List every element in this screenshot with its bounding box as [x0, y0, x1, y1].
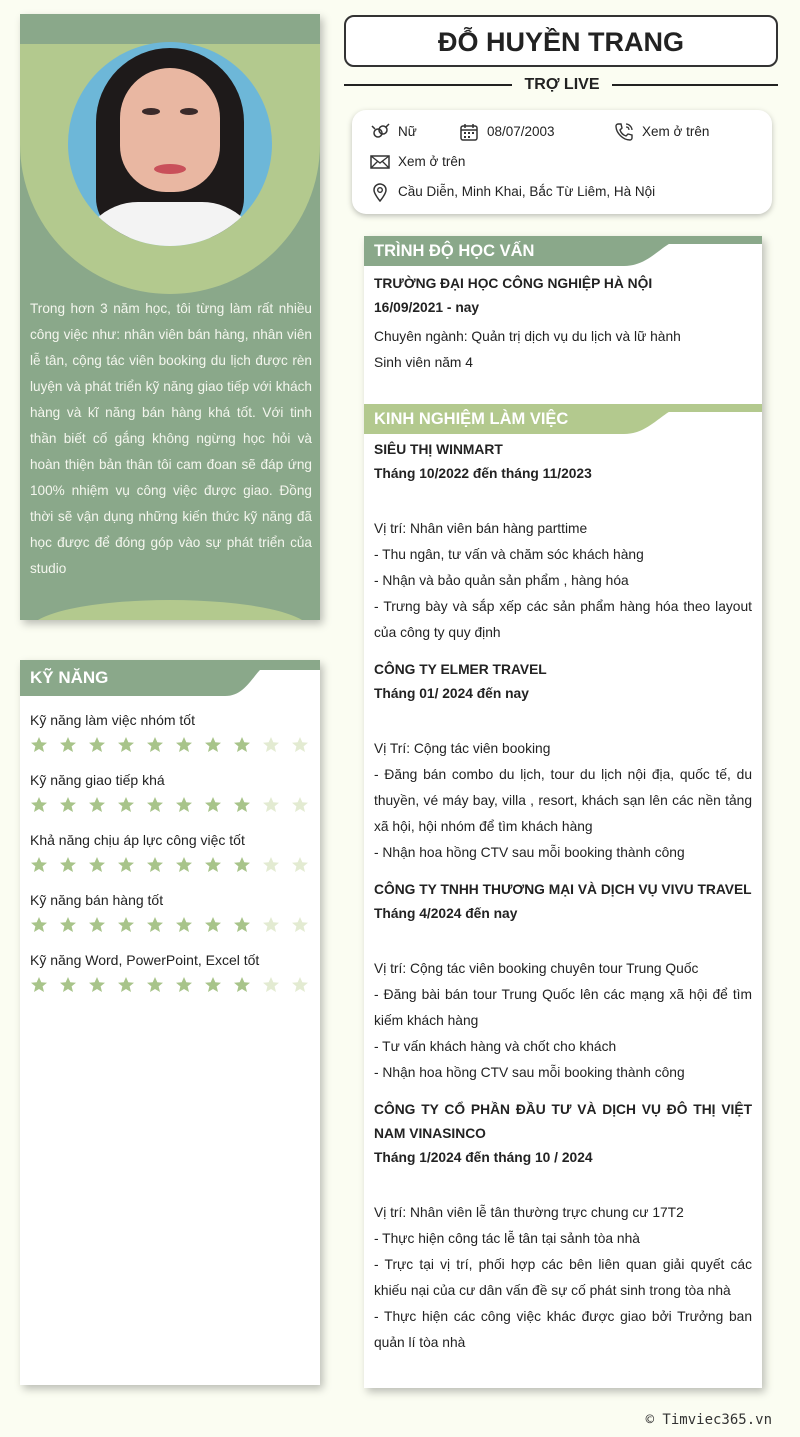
skill-item	[20, 952, 320, 996]
star-filled-icon	[59, 916, 77, 934]
phone-icon	[614, 122, 634, 142]
phone-row	[614, 121, 709, 143]
location-pin-icon	[370, 182, 390, 202]
main-panel	[364, 236, 762, 1388]
star-filled-icon	[88, 916, 106, 934]
star-filled-icon	[117, 976, 135, 994]
job-duty: - Trực tại vị trí, phối hợp các bên liên quan giải quyết các khiếu nại của cư dân vấn đề sự cố phát sinh trong tòa nhà	[374, 1257, 752, 1298]
calendar-icon	[459, 122, 479, 142]
star-empty-icon	[291, 796, 309, 814]
star-filled-icon	[59, 796, 77, 814]
education-year: Sinh viên năm 4	[374, 355, 473, 370]
job-entry	[374, 438, 752, 646]
star-filled-icon	[30, 796, 48, 814]
skills-heading: KỸ NĂNG	[30, 668, 109, 687]
star-filled-icon	[204, 976, 222, 994]
star-filled-icon	[204, 736, 222, 754]
job-company: CÔNG TY TNHH THƯƠNG MẠI VÀ DỊCH VỤ VIVU TRAVEL	[374, 882, 752, 897]
candidate-name: ĐỖ HUYỀN TRANG	[344, 15, 778, 67]
star-filled-icon	[30, 856, 48, 874]
star-filled-icon	[88, 796, 106, 814]
skill-name: Khả năng chịu áp lực công việc tốt	[30, 832, 245, 848]
star-empty-icon	[262, 796, 280, 814]
star-filled-icon	[88, 976, 106, 994]
star-empty-icon	[262, 736, 280, 754]
email-value: Xem ở trên	[398, 154, 466, 169]
star-filled-icon	[59, 856, 77, 874]
star-filled-icon	[30, 916, 48, 934]
star-filled-icon	[204, 856, 222, 874]
education-section	[364, 236, 762, 376]
job-position: Vị trí: Nhân viên lễ tân thường trực chung cư 17T2	[374, 1205, 684, 1220]
star-filled-icon	[204, 916, 222, 934]
job-duty: - Thu ngân, tư vấn và chăm sóc khách hàng	[374, 547, 644, 562]
education-period: 16/09/2021 - nay	[374, 300, 480, 315]
star-filled-icon	[117, 856, 135, 874]
star-filled-icon	[175, 736, 193, 754]
profile-panel	[20, 14, 320, 620]
job-duty: - Thực hiện các công việc khác được giao bởi Trưởng ban quản lí tòa nhà	[374, 1309, 752, 1350]
skill-rating	[30, 736, 310, 756]
skill-rating	[30, 916, 310, 936]
birthday-value: 08/07/2003	[487, 124, 555, 139]
job-duty: - Đăng bán combo du lịch, tour du lịch nội địa, quốc tế, du thuyền, vé máy bay, villa , resort, khách sạn lên các nền tảng xã hội, hội nhóm để tìm khách hàng	[374, 767, 752, 834]
skill-item	[20, 712, 320, 756]
email-icon	[370, 152, 390, 172]
job-duty: - Thực hiện công tác lễ tân tại sảnh tòa nhà	[374, 1231, 640, 1246]
job-duty: - Nhận hoa hồng CTV sau mỗi booking thành công	[374, 1065, 685, 1080]
star-filled-icon	[117, 916, 135, 934]
skill-name: Kỹ năng bán hàng tốt	[30, 892, 164, 908]
star-empty-icon	[291, 916, 309, 934]
skill-item	[20, 892, 320, 936]
footer-credit: © Timviec365.vn	[645, 1412, 772, 1428]
job-title: TRỢ LIVE	[512, 74, 612, 96]
star-filled-icon	[233, 856, 251, 874]
star-filled-icon	[175, 976, 193, 994]
experience-section	[364, 404, 762, 1356]
job-duty: - Trưng bày và sắp xếp các sản phẩm hàng hóa theo layout của công ty quy định	[374, 599, 752, 640]
experience-heading: KINH NGHIỆM LÀM VIỆC	[374, 410, 569, 428]
job-entry	[374, 658, 752, 866]
job-period: Tháng 01/ 2024 đến nay	[374, 686, 529, 701]
star-filled-icon	[146, 976, 164, 994]
bottom-wave	[30, 600, 310, 620]
star-filled-icon	[117, 796, 135, 814]
job-duty: - Nhận và bảo quản sản phẩm , hàng hóa	[374, 573, 629, 588]
job-company: SIÊU THỊ WINMART	[374, 442, 503, 457]
skill-rating	[30, 856, 310, 876]
star-filled-icon	[146, 916, 164, 934]
skill-item	[20, 772, 320, 816]
star-filled-icon	[146, 736, 164, 754]
skill-item	[20, 832, 320, 876]
phone-value: Xem ở trên	[642, 124, 710, 139]
job-duty: - Nhận hoa hồng CTV sau mỗi booking thành công	[374, 845, 685, 860]
gender-value: Nữ	[398, 124, 417, 139]
star-filled-icon	[59, 976, 77, 994]
education-heading: TRÌNH ĐỘ HỌC VẤN	[374, 242, 535, 260]
star-filled-icon	[175, 856, 193, 874]
skill-name: Kỹ năng Word, PowerPoint, Excel tốt	[30, 952, 260, 968]
job-entry	[374, 1098, 752, 1356]
star-filled-icon	[30, 736, 48, 754]
star-filled-icon	[175, 916, 193, 934]
star-filled-icon	[146, 856, 164, 874]
star-filled-icon	[233, 736, 251, 754]
star-filled-icon	[146, 796, 164, 814]
job-period: Tháng 1/2024 đến tháng 10 / 2024	[374, 1150, 593, 1165]
star-filled-icon	[117, 736, 135, 754]
avatar	[68, 42, 272, 246]
job-duty: - Đăng bài bán tour Trung Quốc lên các mạng xã hội để tìm kiếm khách hàng	[374, 987, 752, 1028]
star-filled-icon	[30, 976, 48, 994]
job-position: Vị trí: Nhân viên bán hàng parttime	[374, 521, 588, 536]
summary-text: Trong hơn 3 năm học, tôi từng làm rất nhiều công việc như: nhân viên bán hàng, nhân viên lễ tân, cộng tác viên booking du lịch được rèn luyện và phát triển kỹ năng giao tiếp với khách hàng và kĩ năng bán hàng khá tốt. Với tinh thần biết cố gắng không ngừng học hỏi và hoàn thiện bản thân tôi cam đoan sẽ đáp ứng 100% nhiệm vụ công việc được giao. Đồng thời sẽ vận dụng những kiến thức kỹ năng đã học được để đóng góp vào sự phát triển của studio	[30, 301, 312, 576]
address-value: Cầu Diễn, Minh Khai, Bắc Từ Liêm, Hà Nội	[398, 184, 656, 199]
star-empty-icon	[262, 916, 280, 934]
star-empty-icon	[262, 976, 280, 994]
star-empty-icon	[291, 856, 309, 874]
gender-icon	[370, 122, 390, 142]
job-entry	[374, 878, 752, 1086]
star-empty-icon	[262, 856, 280, 874]
job-duty: - Tư vấn khách hàng và chốt cho khách	[374, 1039, 617, 1054]
skill-rating	[30, 796, 310, 816]
star-empty-icon	[291, 736, 309, 754]
star-filled-icon	[88, 856, 106, 874]
job-period: Tháng 10/2022 đến tháng 11/2023	[374, 466, 592, 481]
skill-rating	[30, 976, 310, 996]
job-company: CÔNG TY ELMER TRAVEL	[374, 662, 547, 677]
skill-name: Kỹ năng giao tiếp khá	[30, 772, 165, 788]
star-filled-icon	[233, 796, 251, 814]
star-empty-icon	[291, 976, 309, 994]
star-filled-icon	[233, 916, 251, 934]
job-position: Vị trí: Cộng tác viên booking chuyên tour Trung Quốc	[374, 961, 699, 976]
skills-section	[20, 660, 320, 1385]
star-filled-icon	[59, 736, 77, 754]
job-position: Vị Trí: Cộng tác viên booking	[374, 741, 551, 756]
skill-name: Kỹ năng làm việc nhóm tốt	[30, 712, 195, 728]
school-name: TRƯỜNG ĐẠI HỌC CÔNG NGHIỆP HÀ NỘI	[374, 276, 653, 291]
star-filled-icon	[233, 976, 251, 994]
education-major: Chuyên ngành: Quản trị dịch vụ du lịch và lữ hành	[374, 329, 681, 344]
gender-row	[370, 121, 417, 143]
star-filled-icon	[204, 796, 222, 814]
star-filled-icon	[175, 796, 193, 814]
job-period: Tháng 4/2024 đến nay	[374, 906, 518, 921]
address-row	[370, 181, 655, 203]
birthday-row	[459, 121, 555, 143]
star-filled-icon	[88, 736, 106, 754]
email-row	[370, 151, 465, 173]
contact-card	[352, 110, 772, 214]
job-company: CÔNG TY CỔ PHẦN ĐẦU TƯ VÀ DỊCH VỤ ĐÔ THỊ VIỆT NAM VINASINCO	[374, 1102, 752, 1141]
